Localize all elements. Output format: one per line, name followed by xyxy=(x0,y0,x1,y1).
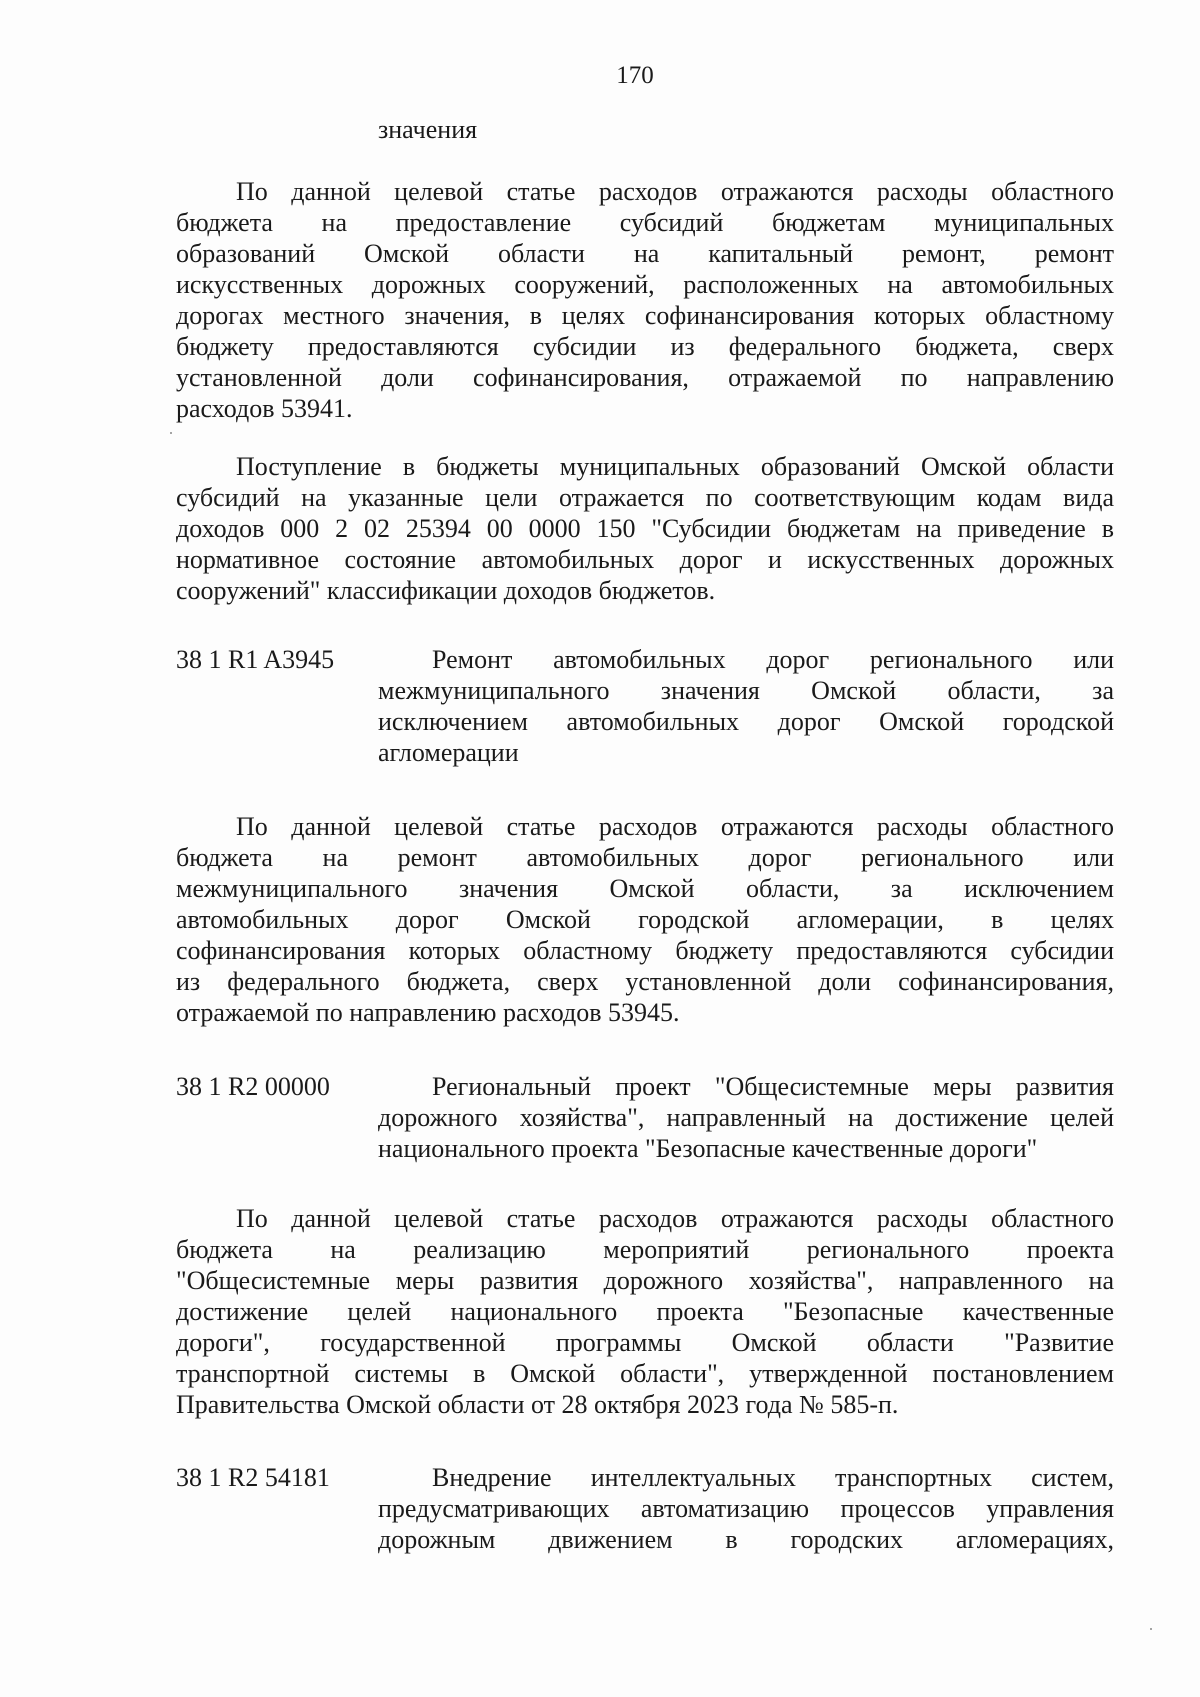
text-line: доходов 000 2 02 25394 00 0000 150 "Субсидии бюджетам на приведение в xyxy=(176,514,1114,543)
text-line: дороги", государственной программы Омской области "Развитие xyxy=(176,1328,1114,1357)
entry-title-line: национального проекта "Безопасные качественные дороги" xyxy=(378,1134,1038,1163)
entry-title-line: исключением автомобильных дорог Омской городской xyxy=(378,707,1114,736)
text-line: автомобильных дорог Омской городской агломерации, в целях xyxy=(176,905,1114,934)
text-line: отражаемой по направлению расходов 53945. xyxy=(176,998,680,1027)
text-line: субсидий на указанные цели отражается по соответствующим кодам вида xyxy=(176,483,1114,512)
entry-title-line: межмуниципального значения Омской области, за xyxy=(378,676,1114,705)
page-number: 170 xyxy=(616,62,654,89)
text-line: нормативное состояние автомобильных дорог и искусственных дорожных xyxy=(176,545,1114,574)
continued-title-fragment: значения xyxy=(378,115,478,144)
text-line: Правительства Омской области от 28 октября 2023 года № 585-п. xyxy=(176,1390,899,1419)
classification-code: 38 1 R2 00000 xyxy=(176,1072,330,1101)
text-line: образований Омской области на капитальный ремонт, ремонт xyxy=(176,239,1114,268)
text-line: бюджета на предоставление субсидий бюджетам муниципальных xyxy=(176,208,1114,237)
text-line: искусственных дорожных сооружений, расположенных на автомобильных xyxy=(176,270,1114,299)
text-line: софинансирования которых областному бюджету предоставляются субсидии xyxy=(176,936,1114,965)
text-line: установленной доли софинансирования, отражаемой по направлению xyxy=(176,363,1114,392)
entry-title-line: дорожного хозяйства", направленный на достижение целей xyxy=(378,1103,1114,1132)
entry-title-line: Ремонт автомобильных дорог регионального или xyxy=(432,645,1114,674)
text-line: По данной целевой статье расходов отражаются расходы областного xyxy=(236,177,1114,206)
entry-title-line: Региональный проект "Общесистемные меры развития xyxy=(432,1072,1114,1101)
text-line: бюджета на ремонт автомобильных дорог регионального или xyxy=(176,843,1114,872)
text-line: бюджета на реализацию мероприятий регионального проекта xyxy=(176,1235,1114,1264)
text-line: По данной целевой статье расходов отражаются расходы областного xyxy=(236,1204,1114,1233)
text-line: транспортной системы в Омской области", утвержденной постановлением xyxy=(176,1359,1114,1388)
scan-speck xyxy=(1150,1628,1152,1630)
text-line: сооружений" классификации доходов бюджетов. xyxy=(176,576,716,605)
entry-title-line: Внедрение интеллектуальных транспортных систем, xyxy=(432,1463,1114,1492)
text-line: Поступление в бюджеты муниципальных образований Омской области xyxy=(236,452,1114,481)
entry-title-line: предусматривающих автоматизацию процессов управления xyxy=(378,1494,1114,1523)
text-line: межмуниципального значения Омской области, за исключением xyxy=(176,874,1114,903)
entry-title-line: агломерации xyxy=(378,738,519,767)
text-line: бюджету предоставляются субсидии из федерального бюджета, сверх xyxy=(176,332,1114,361)
text-line: расходов 53941. xyxy=(176,394,353,423)
text-line: По данной целевой статье расходов отражаются расходы областного xyxy=(236,812,1114,841)
text-line: "Общесистемные меры развития дорожного хозяйства", направленного на xyxy=(176,1266,1114,1295)
text-line: из федерального бюджета, сверх установленной доли софинансирования, xyxy=(176,967,1114,996)
entry-title-line: дорожным движением в городских агломерациях, xyxy=(378,1525,1114,1554)
classification-code: 38 1 R1 A3945 xyxy=(176,645,335,674)
text-line: дорогах местного значения, в целях софинансирования которых областному xyxy=(176,301,1114,330)
classification-code: 38 1 R2 54181 xyxy=(176,1463,330,1492)
scan-speck xyxy=(170,432,172,434)
text-line: достижение целей национального проекта "Безопасные качественные xyxy=(176,1297,1114,1326)
